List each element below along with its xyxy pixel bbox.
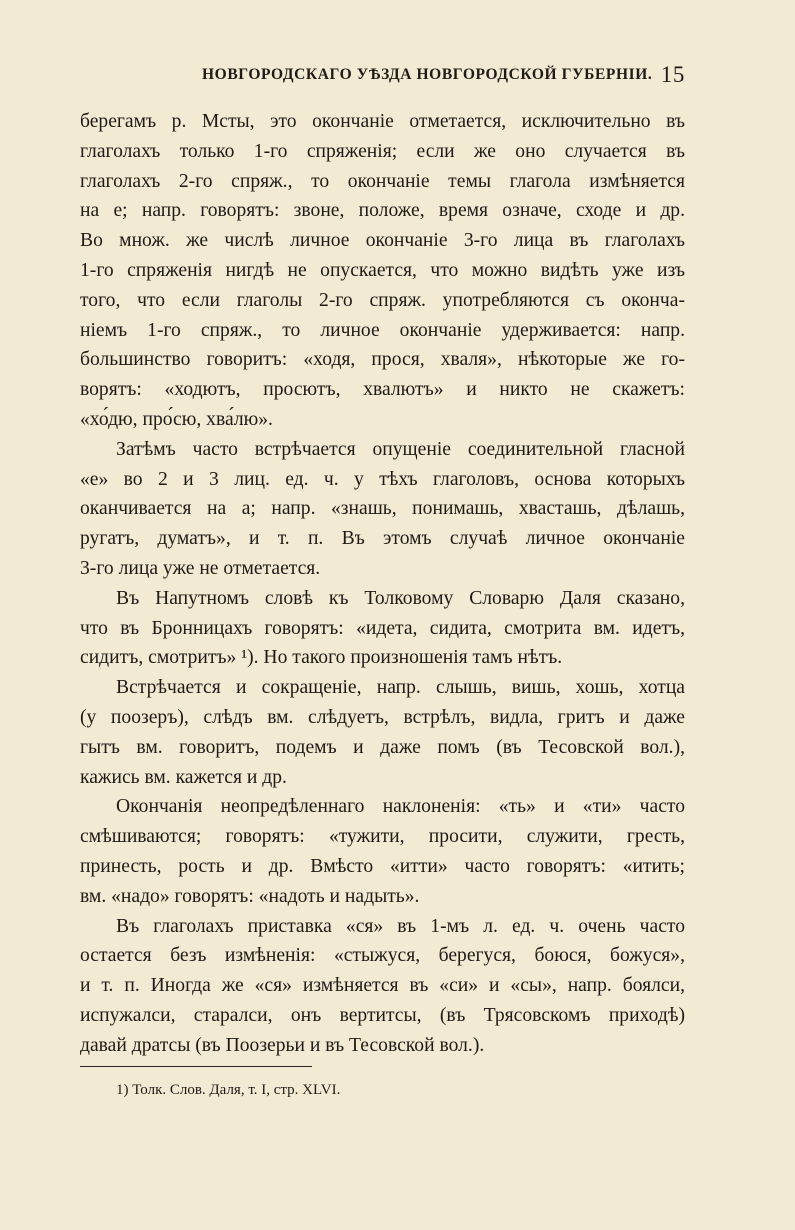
text-line: 3-го лица уже не отметается.: [80, 557, 321, 579]
paragraph: [80, 673, 685, 792]
text-line: глаголахъ только 1-го спряженія; если же оно случается въ: [80, 140, 685, 162]
footnote: 1) Толк. Слов. Даля, т. I, стр. XLVI.: [116, 1082, 341, 1098]
paragraph: [80, 792, 685, 911]
running-head: [80, 62, 685, 88]
text-line: Въ глаголахъ приставка «ся» въ 1-мъ л. ед. ч. очень часто: [116, 915, 685, 937]
text-line: Въ Напутномъ словѣ къ Толковому Словарю Даля сказано,: [116, 587, 685, 609]
body-text: [80, 107, 685, 1061]
paragraph: [80, 107, 685, 435]
paragraph: [80, 912, 685, 1061]
text-line: кажись вм. кажется и др.: [80, 766, 287, 788]
text-line: принесть, рость и др. Вмѣсто «итти» часто говорятъ: «итить;: [80, 855, 685, 877]
text-line: ніемъ 1-го спряж., то личное окончаніе удерживается: напр.: [80, 319, 685, 341]
text-line: «хо́дю, про́сю, хва́лю».: [80, 408, 273, 430]
text-line: берегамъ р. Мсты, это окончаніе отметается, исключительно въ: [80, 111, 685, 132]
text-line: Окончанія неопредѣленнаго наклоненія: «ть» и «ти» часто: [116, 796, 685, 818]
text-line: Во множ. же числѣ личное окончаніе 3-го лица въ глаголахъ: [80, 230, 685, 252]
text-line: вм. «надо» говорятъ: «надоть и надыть».: [80, 885, 420, 907]
text-line: «е» во 2 и 3 лиц. ед. ч. у тѣхъ глаголовъ, основа которыхъ: [80, 468, 685, 490]
text-line: гытъ вм. говоритъ, подемъ и даже помъ (въ Тесовской вол.),: [80, 736, 685, 758]
text-line: смѣшиваются; говорятъ: «тужити, просити, служити, гресть,: [80, 826, 685, 848]
text-line: 1-го спряженія нигдѣ не опускается, что можно видѣть уже изъ: [80, 259, 685, 281]
text-line: большинство говоритъ: «ходя, прося, хваля», нѣкоторые же го-: [80, 349, 685, 371]
text-line: Встрѣчается и сокращеніе, напр. слышь, вишь, хошь, хотца: [116, 677, 685, 699]
text-line: давай дратсы (въ Поозерьи и въ Тесовской вол.).: [80, 1034, 485, 1056]
footnote-divider: [80, 1066, 312, 1067]
text-line: сидитъ, смотритъ» ¹). Но такого произношенія тамъ нѣтъ.: [80, 647, 563, 669]
text-line: ворятъ: «ходютъ, просютъ, хвалютъ» и никто не скажетъ:: [80, 379, 685, 401]
text-line: остается безъ измѣненія: «стыжуся, берегуся, боюся, божуся»,: [80, 945, 685, 967]
text-line: на е; напр. говорятъ: звоне, положе, время означе, сходе и др.: [80, 200, 685, 222]
text-line: оканчивается на а; напр. «знашь, понимашь, хвасташь, дѣлашь,: [80, 498, 685, 520]
text-line: испужалси, старалси, онъ вертитсы, (въ Трясовскомъ приходѣ): [80, 1004, 685, 1026]
text-line: и т. п. Иногда же «ся» измѣняется въ «си» и «сы», напр. боялси,: [80, 975, 685, 997]
text-line: того, что если глаголы 2-го спряж. употребляются съ оконча-: [80, 289, 685, 311]
text-line: Затѣмъ часто встрѣчается опущеніе соединительной гласной: [116, 438, 685, 460]
text-line: (у поозеръ), слѣдъ вм. слѣдуетъ, встрѣлъ, видла, гритъ и даже: [80, 706, 685, 728]
text-line: что въ Бронницахъ говорятъ: «идета, сидита, смотрита вм. идетъ,: [80, 617, 685, 639]
text-line: глаголахъ 2-го спряж., то окончаніе темы глагола измѣняется: [80, 170, 685, 192]
page-number: 15: [660, 62, 685, 87]
running-head-title: НОВГОРОДСКАГО УѢЗДА НОВГОРОДСКОЙ ГУБЕРНІИ.: [202, 66, 653, 83]
text-line: ругатъ, думатъ», и т. п. Въ этомъ случаѣ личное окончаніе: [80, 528, 685, 550]
paragraph: [80, 584, 685, 673]
paragraph: [80, 435, 685, 584]
